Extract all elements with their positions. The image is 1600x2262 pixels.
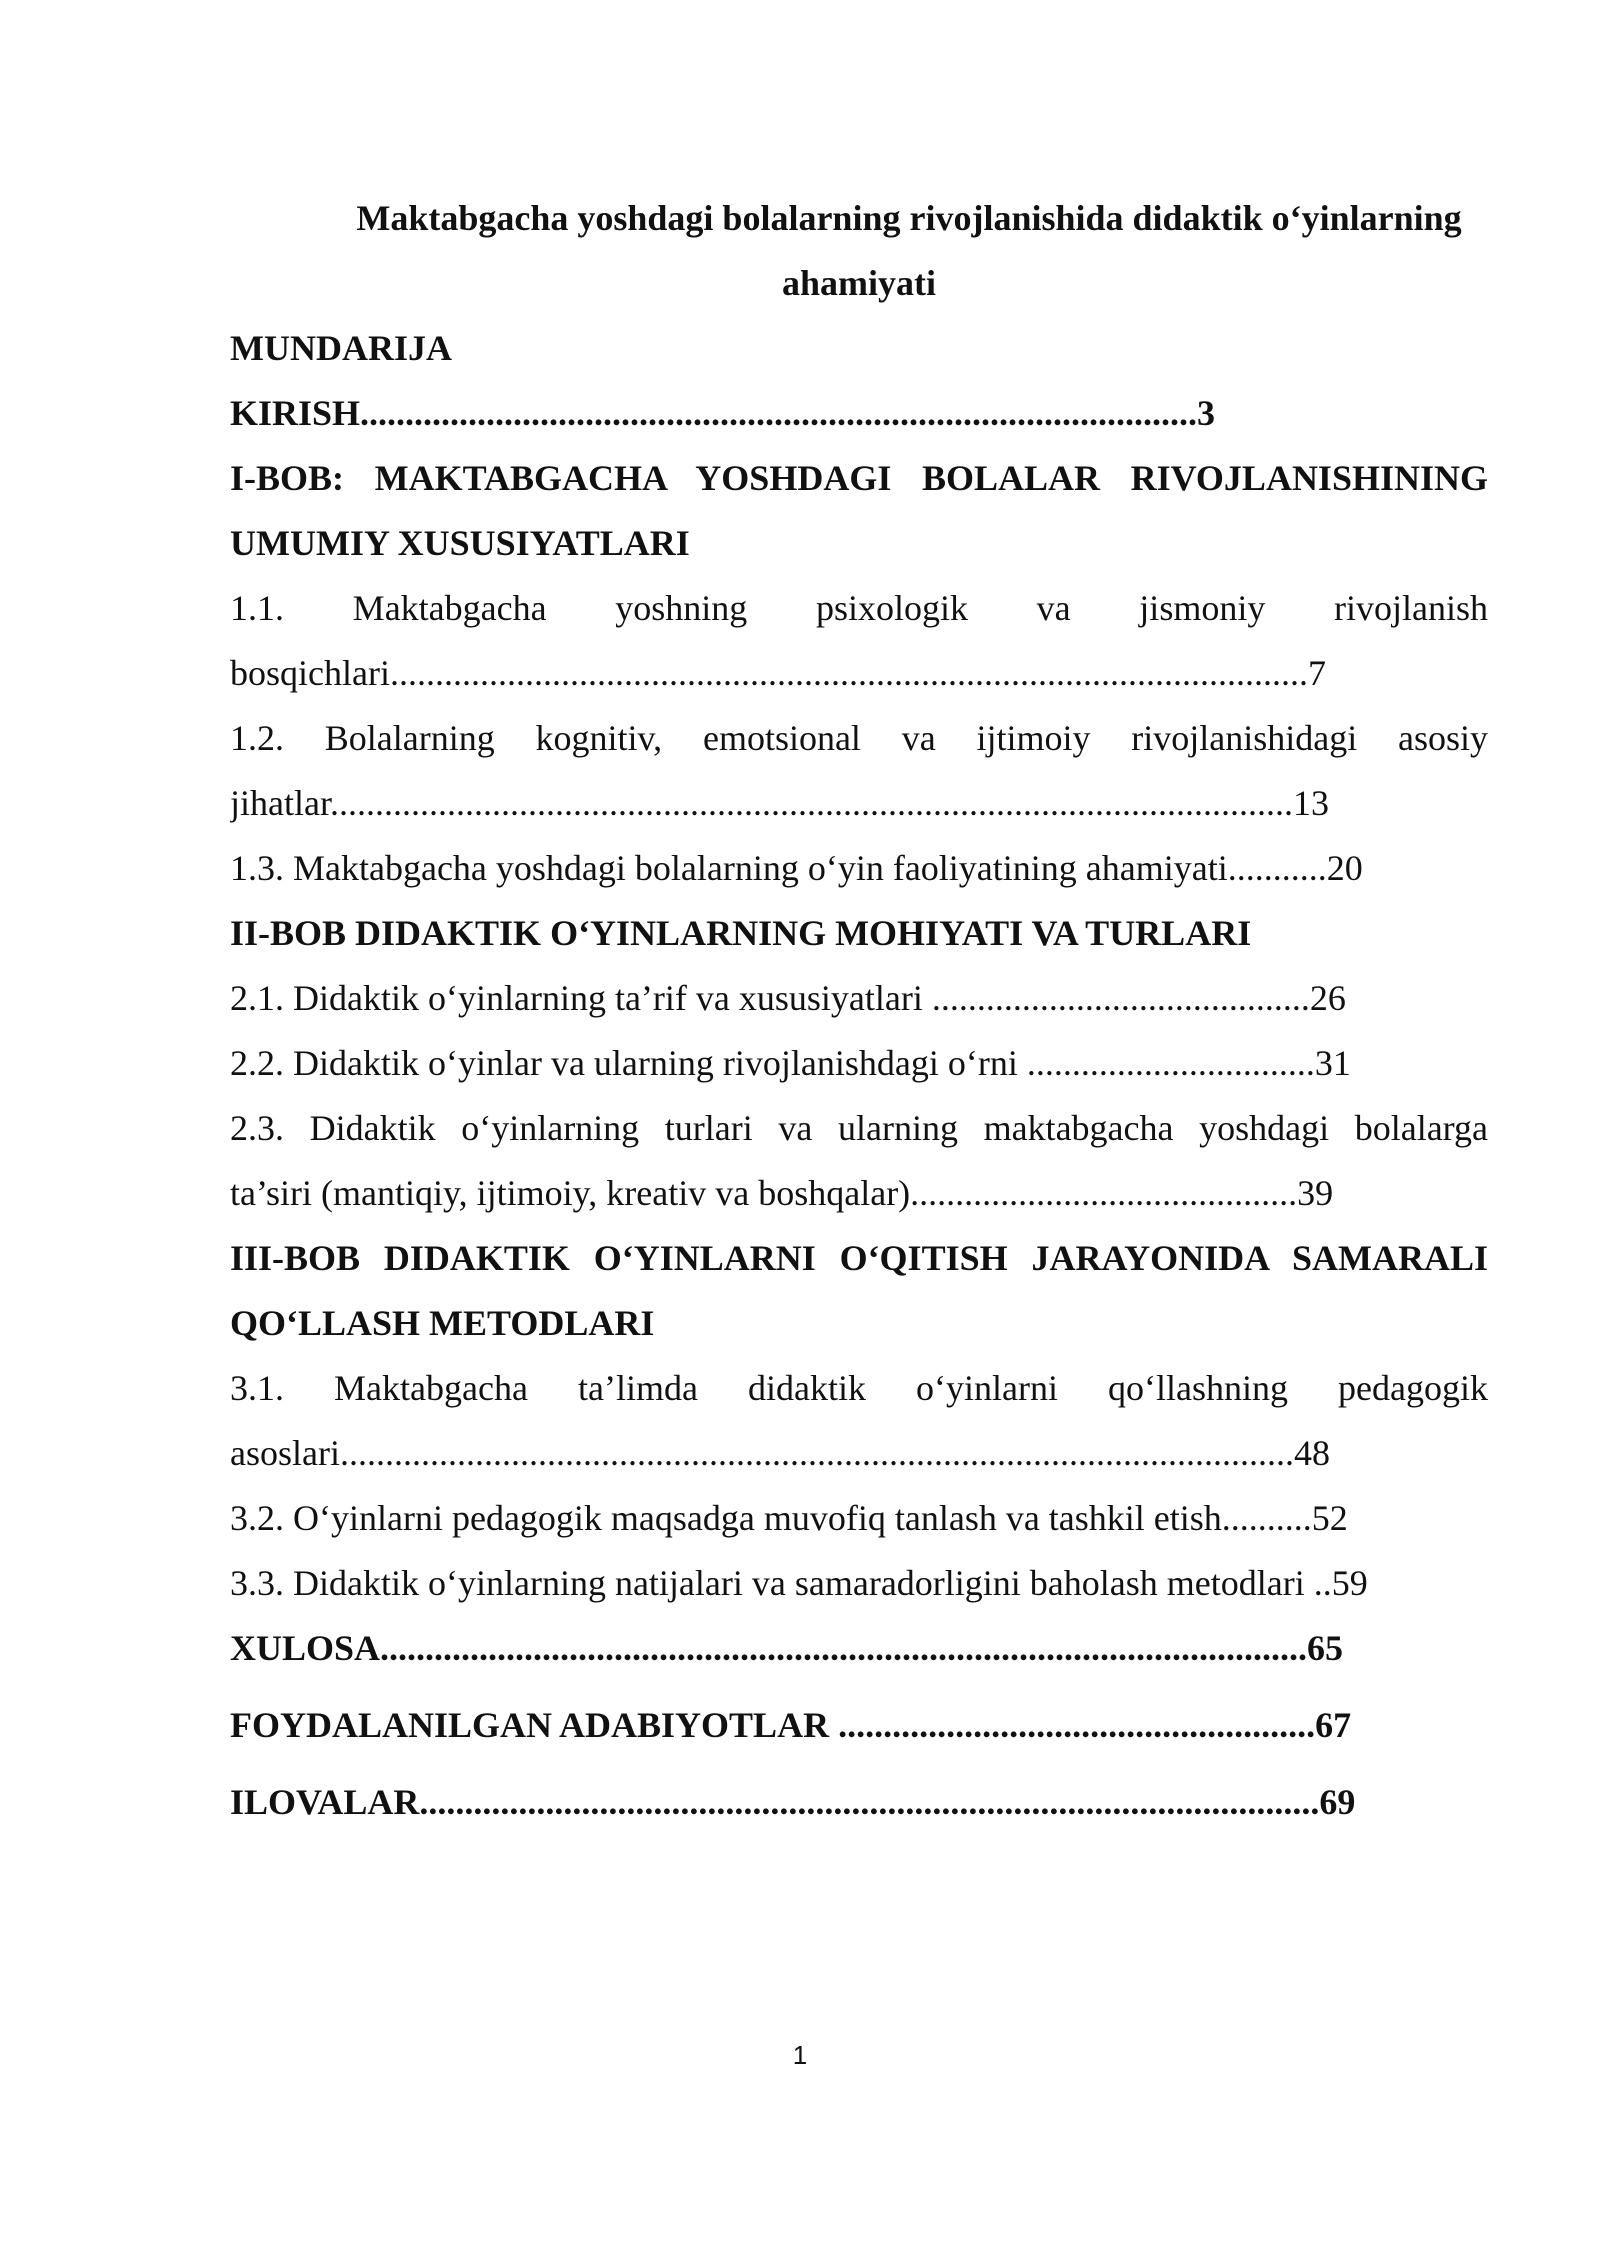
toc-entry-ilovalar: ILOVALAR....................................................................................................69 xyxy=(230,1782,1356,1822)
toc-entry-1-2-line-2: jihatlar...........................................................................................................13 xyxy=(230,783,1329,823)
toc-entry-2-2: 2.2. Didaktik o‘yinlar va ularning rivojlanishdagi o‘rni ................................31 xyxy=(230,1043,1351,1083)
toc-chapter-1-line-1: I-BOB: MAKTABGACHA YOSHDAGI BOLALAR RIVOJLANISHINING xyxy=(230,458,1488,498)
toc-entry-1-1-line-1: 1.1. Maktabgacha yoshning psixologik va jismoniy rivojlanish xyxy=(230,588,1488,628)
toc-entry-3-1-line-2: asoslari..........................................................................................................48 xyxy=(230,1433,1330,1473)
toc-entry-2-3-line-2: ta’siri (mantiqiy, ijtimoiy, kreativ va boshqalar)...........................................39 xyxy=(230,1173,1334,1213)
spacer xyxy=(230,1681,1488,1693)
toc-entry-adabiyotlar: FOYDALANILGAN ADABIYOTLAR .....................................................67 xyxy=(230,1705,1352,1745)
toc-entry-1-2-line-1: 1.2. Bolalarning kognitiv, emotsional va ijtimoiy rivojlanishidagi asosiy xyxy=(230,718,1488,758)
document-title-line-2: ahamiyati xyxy=(781,263,936,303)
toc-entry-1-3: 1.3. Maktabgacha yoshdagi bolalarning o‘yin faoliyatining ahamiyati...........20 xyxy=(230,848,1363,888)
document-title-line-1: Maktabgacha yoshdagi bolalarning rivojlanishida didaktik o‘yinlarning xyxy=(356,198,1462,238)
toc-entry-3-1-line-1: 3.1. Maktabgacha ta’limda didaktik o‘yinlarni qo‘llashning pedagogik xyxy=(230,1368,1488,1408)
toc-entry-3-2: 3.2. O‘yinlarni pedagogik maqsadga muvofiq tanlash va tashkil etish..........52 xyxy=(230,1498,1348,1538)
toc-entry-3-3: 3.3. Didaktik o‘yinlarning natijalari va samaradorligini baholash metodlari ..59 xyxy=(230,1563,1368,1603)
toc-chapter-2: II-BOB DIDAKTIK O‘YINLARNING MOHIYATI VA TURLARI xyxy=(230,913,1252,953)
spacer xyxy=(230,1758,1488,1770)
document-content xyxy=(230,186,1488,1835)
toc-chapter-3-line-1: III-BOB DIDAKTIK O‘YINLARNI O‘QITISH JARAYONIDA SAMARALI xyxy=(230,1238,1488,1278)
toc-entry-2-3-line-1: 2.3. Didaktik o‘yinlarning turlari va ularning maktabgacha yoshdagi bolalarga xyxy=(230,1108,1488,1148)
toc-chapter-3-line-2: QO‘LLASH METODLARI xyxy=(230,1303,655,1343)
toc-entry-kirish: KIRISH.............................................................................................3 xyxy=(230,393,1216,433)
toc-heading: MUNDARIJA xyxy=(230,328,452,368)
page-number: 1 xyxy=(792,2040,808,2070)
toc-entry-2-1: 2.1. Didaktik o‘yinlarning ta’rif va xususiyatlari ..........................................26 xyxy=(230,978,1346,1018)
toc-chapter-1-line-2: UMUMIY XUSUSIYATLARI xyxy=(230,523,690,563)
toc-entry-1-1-line-2: bosqichlari......................................................................................................7 xyxy=(230,653,1326,693)
toc-entry-xulosa: XULOSA.......................................................................................................65 xyxy=(230,1628,1344,1668)
